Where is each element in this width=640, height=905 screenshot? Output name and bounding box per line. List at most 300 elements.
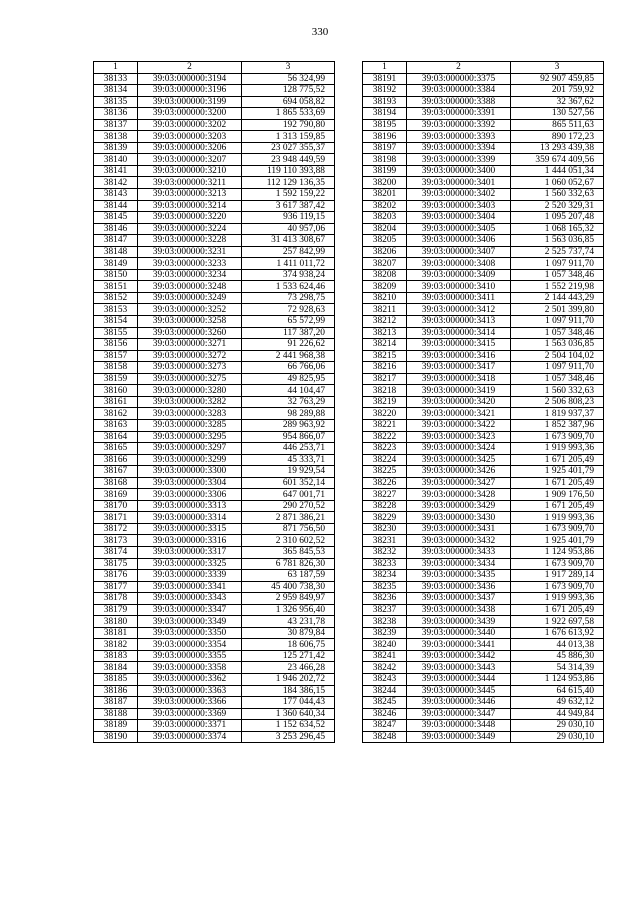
value-cell: 1 097 911,70	[511, 316, 604, 328]
cadastral-number-cell: 39:03:000000:3211	[138, 177, 242, 189]
value-cell: 1 671 205,49	[511, 500, 604, 512]
row-number-cell: 38234	[363, 570, 407, 582]
table-row	[363, 200, 604, 212]
row-number-cell: 38226	[363, 477, 407, 489]
value-cell: 1 925 401,79	[511, 535, 604, 547]
cadastral-number-cell: 39:03:000000:3420	[407, 396, 511, 408]
value-cell: 6 781 826,30	[242, 558, 335, 570]
table-row	[94, 269, 335, 281]
value-cell: 91 226,62	[242, 339, 335, 351]
table-row	[363, 639, 604, 651]
table-row	[94, 581, 335, 593]
row-number-cell: 38145	[94, 212, 138, 224]
table-row	[363, 212, 604, 224]
value-cell: 44 949,84	[511, 708, 604, 720]
row-number-cell: 38180	[94, 616, 138, 628]
row-number-cell: 38168	[94, 477, 138, 489]
right-table-body	[363, 73, 604, 743]
table-row	[363, 246, 604, 258]
row-number-cell: 38156	[94, 339, 138, 351]
cadastral-number-cell: 39:03:000000:3341	[138, 581, 242, 593]
header-col-3: 3	[242, 62, 335, 74]
table-row	[94, 316, 335, 328]
value-cell: 73 298,75	[242, 292, 335, 304]
row-number-cell: 38241	[363, 650, 407, 662]
value-cell: 3 253 296,45	[242, 731, 335, 743]
value-cell: 45 333,71	[242, 454, 335, 466]
table-row	[94, 685, 335, 697]
value-cell: 128 775,52	[242, 85, 335, 97]
row-number-cell: 38189	[94, 720, 138, 732]
row-number-cell: 38222	[363, 431, 407, 443]
table-row	[94, 385, 335, 397]
cadastral-number-cell: 39:03:000000:3362	[138, 673, 242, 685]
value-cell: 92 907 459,85	[511, 73, 604, 85]
row-number-cell: 38143	[94, 189, 138, 201]
row-number-cell: 38233	[363, 558, 407, 570]
row-number-cell: 38225	[363, 466, 407, 478]
value-cell: 2 441 968,38	[242, 350, 335, 362]
value-cell: 1 097 911,70	[511, 362, 604, 374]
table-row	[94, 639, 335, 651]
row-number-cell: 38217	[363, 373, 407, 385]
row-number-cell: 38169	[94, 489, 138, 501]
cadastral-number-cell: 39:03:000000:3441	[407, 639, 511, 651]
cadastral-number-cell: 39:03:000000:3339	[138, 570, 242, 582]
table-row	[94, 304, 335, 316]
row-number-cell: 38242	[363, 662, 407, 674]
table-row	[94, 142, 335, 154]
row-number-cell: 38141	[94, 165, 138, 177]
cadastral-number-cell: 39:03:000000:3354	[138, 639, 242, 651]
row-number-cell: 38231	[363, 535, 407, 547]
row-number-cell: 38204	[363, 223, 407, 235]
row-number-cell: 38193	[363, 96, 407, 108]
cadastral-number-cell: 39:03:000000:3272	[138, 350, 242, 362]
value-cell: 890 172,23	[511, 131, 604, 143]
row-number-cell: 38224	[363, 454, 407, 466]
row-number-cell: 38240	[363, 639, 407, 651]
table-row	[363, 731, 604, 743]
cadastral-number-cell: 39:03:000000:3446	[407, 697, 511, 709]
header-col-2: 2	[138, 62, 242, 74]
cadastral-number-cell: 39:03:000000:3280	[138, 385, 242, 397]
cadastral-number-cell: 39:03:000000:3445	[407, 685, 511, 697]
table-row	[94, 212, 335, 224]
row-number-cell: 38154	[94, 316, 138, 328]
table-row	[363, 443, 604, 455]
row-number-cell: 38150	[94, 269, 138, 281]
header-col-1: 1	[94, 62, 138, 74]
cadastral-number-cell: 39:03:000000:3449	[407, 731, 511, 743]
cadastral-number-cell: 39:03:000000:3443	[407, 662, 511, 674]
row-number-cell: 38158	[94, 362, 138, 374]
value-cell: 1 095 207,48	[511, 212, 604, 224]
row-number-cell: 38182	[94, 639, 138, 651]
table-row	[363, 396, 604, 408]
row-number-cell: 38215	[363, 350, 407, 362]
cadastral-number-cell: 39:03:000000:3415	[407, 339, 511, 351]
table-row	[363, 108, 604, 120]
table-row	[363, 720, 604, 732]
cadastral-number-cell: 39:03:000000:3343	[138, 593, 242, 605]
table-row	[363, 489, 604, 501]
row-number-cell: 38203	[363, 212, 407, 224]
right-table	[362, 61, 604, 743]
row-number-cell: 38167	[94, 466, 138, 478]
value-cell: 49 632,12	[511, 697, 604, 709]
value-cell: 1 865 533,69	[242, 108, 335, 120]
left-table	[93, 61, 335, 743]
value-cell: 2 525 737,74	[511, 246, 604, 258]
row-number-cell: 38172	[94, 523, 138, 535]
table-row	[363, 558, 604, 570]
table-row	[363, 454, 604, 466]
row-number-cell: 38197	[363, 142, 407, 154]
value-cell: 1 560 332,63	[511, 385, 604, 397]
table-row	[363, 697, 604, 709]
row-number-cell: 38170	[94, 500, 138, 512]
value-cell: 1 563 036,85	[511, 235, 604, 247]
cadastral-number-cell: 39:03:000000:3231	[138, 246, 242, 258]
value-cell: 289 963,92	[242, 419, 335, 431]
value-cell: 257 842,99	[242, 246, 335, 258]
table-row	[94, 616, 335, 628]
table-row	[363, 385, 604, 397]
value-cell: 2 520 329,31	[511, 200, 604, 212]
cadastral-number-cell: 39:03:000000:3438	[407, 604, 511, 616]
value-cell: 1 326 956,40	[242, 604, 335, 616]
left-table-body	[94, 73, 335, 743]
row-number-cell: 38149	[94, 258, 138, 270]
value-cell: 1 360 640,34	[242, 708, 335, 720]
row-number-cell: 38198	[363, 154, 407, 166]
row-number-cell: 38206	[363, 246, 407, 258]
row-number-cell: 38218	[363, 385, 407, 397]
row-number-cell: 38219	[363, 396, 407, 408]
row-number-cell: 38188	[94, 708, 138, 720]
header-col-1: 1	[363, 62, 407, 74]
row-number-cell: 38194	[363, 108, 407, 120]
cadastral-number-cell: 39:03:000000:3210	[138, 165, 242, 177]
row-number-cell: 38179	[94, 604, 138, 616]
table-row	[94, 512, 335, 524]
table-row	[94, 292, 335, 304]
cadastral-number-cell: 39:03:000000:3427	[407, 477, 511, 489]
cadastral-number-cell: 39:03:000000:3440	[407, 627, 511, 639]
value-cell: 1 124 953,86	[511, 673, 604, 685]
table-row	[363, 650, 604, 662]
value-cell: 112 129 136,35	[242, 177, 335, 189]
row-number-cell: 38244	[363, 685, 407, 697]
table-row	[94, 85, 335, 97]
value-cell: 130 527,56	[511, 108, 604, 120]
header-row	[363, 62, 604, 74]
cadastral-number-cell: 39:03:000000:3433	[407, 546, 511, 558]
row-number-cell: 38148	[94, 246, 138, 258]
table-row	[363, 119, 604, 131]
cadastral-number-cell: 39:03:000000:3448	[407, 720, 511, 732]
row-number-cell: 38208	[363, 269, 407, 281]
table-row	[363, 339, 604, 351]
value-cell: 3 617 387,42	[242, 200, 335, 212]
cadastral-number-cell: 39:03:000000:3350	[138, 627, 242, 639]
value-cell: 1 560 332,63	[511, 189, 604, 201]
table-row	[363, 523, 604, 535]
cadastral-number-cell: 39:03:000000:3202	[138, 119, 242, 131]
row-number-cell: 38196	[363, 131, 407, 143]
value-cell: 865 511,63	[511, 119, 604, 131]
row-number-cell: 38146	[94, 223, 138, 235]
table-row	[363, 431, 604, 443]
cadastral-number-cell: 39:03:000000:3347	[138, 604, 242, 616]
table-row	[363, 177, 604, 189]
table-row	[94, 650, 335, 662]
cadastral-number-cell: 39:03:000000:3213	[138, 189, 242, 201]
table-row	[94, 431, 335, 443]
cadastral-number-cell: 39:03:000000:3194	[138, 73, 242, 85]
table-row	[363, 281, 604, 293]
cadastral-number-cell: 39:03:000000:3425	[407, 454, 511, 466]
value-cell: 44 013,38	[511, 639, 604, 651]
table-row	[363, 189, 604, 201]
row-number-cell: 38191	[363, 73, 407, 85]
table-row	[94, 697, 335, 709]
row-number-cell: 38173	[94, 535, 138, 547]
cadastral-number-cell: 39:03:000000:3355	[138, 650, 242, 662]
cadastral-number-cell: 39:03:000000:3401	[407, 177, 511, 189]
value-cell: 1 313 159,85	[242, 131, 335, 143]
row-number-cell: 38183	[94, 650, 138, 662]
row-number-cell: 38186	[94, 685, 138, 697]
row-number-cell: 38138	[94, 131, 138, 143]
row-number-cell: 38140	[94, 154, 138, 166]
row-number-cell: 38235	[363, 581, 407, 593]
value-cell: 201 759,92	[511, 85, 604, 97]
table-row	[94, 362, 335, 374]
table-row	[363, 581, 604, 593]
table-row	[363, 316, 604, 328]
value-cell: 1 060 052,67	[511, 177, 604, 189]
value-cell: 13 293 439,38	[511, 142, 604, 154]
table-row	[94, 154, 335, 166]
table-row	[94, 604, 335, 616]
row-number-cell: 38165	[94, 443, 138, 455]
cadastral-number-cell: 39:03:000000:3439	[407, 616, 511, 628]
table-row	[363, 408, 604, 420]
table-row	[94, 189, 335, 201]
cadastral-number-cell: 39:03:000000:3413	[407, 316, 511, 328]
value-cell: 45 400 738,30	[242, 581, 335, 593]
value-cell: 177 044,43	[242, 697, 335, 709]
value-cell: 1 057 348,46	[511, 373, 604, 385]
row-number-cell: 38137	[94, 119, 138, 131]
cadastral-number-cell: 39:03:000000:3300	[138, 466, 242, 478]
value-cell: 19 929,54	[242, 466, 335, 478]
table-row	[363, 223, 604, 235]
cadastral-number-cell: 39:03:000000:3234	[138, 269, 242, 281]
row-number-cell: 38239	[363, 627, 407, 639]
table-row	[363, 685, 604, 697]
row-number-cell: 38246	[363, 708, 407, 720]
cadastral-number-cell: 39:03:000000:3430	[407, 512, 511, 524]
row-number-cell: 38178	[94, 593, 138, 605]
row-number-cell: 38187	[94, 697, 138, 709]
value-cell: 45 886,30	[511, 650, 604, 662]
table-row	[363, 373, 604, 385]
table-row	[363, 627, 604, 639]
row-number-cell: 38190	[94, 731, 138, 743]
cadastral-number-cell: 39:03:000000:3432	[407, 535, 511, 547]
table-row	[94, 466, 335, 478]
row-number-cell: 38209	[363, 281, 407, 293]
cadastral-number-cell: 39:03:000000:3363	[138, 685, 242, 697]
value-cell: 1 922 697,58	[511, 616, 604, 628]
row-number-cell: 38151	[94, 281, 138, 293]
row-number-cell: 38171	[94, 512, 138, 524]
table-row	[363, 304, 604, 316]
header-col-3: 3	[511, 62, 604, 74]
table-row	[363, 662, 604, 674]
cadastral-number-cell: 39:03:000000:3416	[407, 350, 511, 362]
row-number-cell: 38232	[363, 546, 407, 558]
value-cell: 1 671 205,49	[511, 454, 604, 466]
row-number-cell: 38212	[363, 316, 407, 328]
cadastral-number-cell: 39:03:000000:3436	[407, 581, 511, 593]
table-row	[94, 131, 335, 143]
value-cell: 1 068 165,32	[511, 223, 604, 235]
row-number-cell: 38238	[363, 616, 407, 628]
value-cell: 43 231,78	[242, 616, 335, 628]
table-row	[363, 154, 604, 166]
cadastral-number-cell: 39:03:000000:3408	[407, 258, 511, 270]
table-row	[94, 489, 335, 501]
value-cell: 1 592 159,22	[242, 189, 335, 201]
value-cell: 1 552 219,98	[511, 281, 604, 293]
table-row	[94, 119, 335, 131]
cadastral-number-cell: 39:03:000000:3402	[407, 189, 511, 201]
cadastral-number-cell: 39:03:000000:3442	[407, 650, 511, 662]
cadastral-number-cell: 39:03:000000:3252	[138, 304, 242, 316]
table-row	[94, 165, 335, 177]
cadastral-number-cell: 39:03:000000:3273	[138, 362, 242, 374]
table-row	[363, 350, 604, 362]
table-row	[363, 131, 604, 143]
row-number-cell: 38175	[94, 558, 138, 570]
row-number-cell: 38164	[94, 431, 138, 443]
row-number-cell: 38199	[363, 165, 407, 177]
row-number-cell: 38155	[94, 327, 138, 339]
value-cell: 1 124 953,86	[511, 546, 604, 558]
page-number: 330	[311, 26, 329, 38]
cadastral-number-cell: 39:03:000000:3199	[138, 96, 242, 108]
value-cell: 29 030,10	[511, 720, 604, 732]
table-row	[363, 258, 604, 270]
cadastral-number-cell: 39:03:000000:3228	[138, 235, 242, 247]
table-row	[94, 408, 335, 420]
cadastral-number-cell: 39:03:000000:3429	[407, 500, 511, 512]
table-row	[363, 269, 604, 281]
cadastral-number-cell: 39:03:000000:3392	[407, 119, 511, 131]
cadastral-number-cell: 39:03:000000:3405	[407, 223, 511, 235]
value-cell: 56 324,99	[242, 73, 335, 85]
cadastral-number-cell: 39:03:000000:3434	[407, 558, 511, 570]
value-cell: 1 919 993,36	[511, 443, 604, 455]
value-cell: 117 387,20	[242, 327, 335, 339]
cadastral-number-cell: 39:03:000000:3295	[138, 431, 242, 443]
value-cell: 1 673 909,70	[511, 581, 604, 593]
cadastral-number-cell: 39:03:000000:3375	[407, 73, 511, 85]
cadastral-number-cell: 39:03:000000:3423	[407, 431, 511, 443]
cadastral-number-cell: 39:03:000000:3304	[138, 477, 242, 489]
cadastral-number-cell: 39:03:000000:3393	[407, 131, 511, 143]
row-number-cell: 38162	[94, 408, 138, 420]
cadastral-number-cell: 39:03:000000:3422	[407, 419, 511, 431]
cadastral-number-cell: 39:03:000000:3325	[138, 558, 242, 570]
table-row	[94, 281, 335, 293]
table-row	[363, 673, 604, 685]
row-number-cell: 38163	[94, 419, 138, 431]
value-cell: 1 671 205,49	[511, 477, 604, 489]
cadastral-number-cell: 39:03:000000:3404	[407, 212, 511, 224]
row-number-cell: 38228	[363, 500, 407, 512]
value-cell: 44 104,47	[242, 385, 335, 397]
value-cell: 936 119,15	[242, 212, 335, 224]
table-row	[94, 500, 335, 512]
cadastral-number-cell: 39:03:000000:3306	[138, 489, 242, 501]
row-number-cell: 38243	[363, 673, 407, 685]
cadastral-number-cell: 39:03:000000:3260	[138, 327, 242, 339]
value-cell: 1 909 176,50	[511, 489, 604, 501]
value-cell: 23 027 355,37	[242, 142, 335, 154]
table-row	[94, 339, 335, 351]
table-row	[363, 477, 604, 489]
value-cell: 49 825,95	[242, 373, 335, 385]
value-cell: 290 270,52	[242, 500, 335, 512]
cadastral-number-cell: 39:03:000000:3316	[138, 535, 242, 547]
value-cell: 18 606,75	[242, 639, 335, 651]
row-number-cell: 38248	[363, 731, 407, 743]
table-row	[363, 85, 604, 97]
table-row	[94, 662, 335, 674]
table-row	[363, 292, 604, 304]
cadastral-number-cell: 39:03:000000:3394	[407, 142, 511, 154]
cadastral-number-cell: 39:03:000000:3384	[407, 85, 511, 97]
table-row	[94, 454, 335, 466]
value-cell: 1 919 993,36	[511, 593, 604, 605]
table-row	[363, 419, 604, 431]
row-number-cell: 38213	[363, 327, 407, 339]
cadastral-number-cell: 39:03:000000:3406	[407, 235, 511, 247]
table-row	[94, 419, 335, 431]
row-number-cell: 38227	[363, 489, 407, 501]
table-row	[363, 327, 604, 339]
table-row	[94, 223, 335, 235]
value-cell: 1 819 937,37	[511, 408, 604, 420]
cadastral-number-cell: 39:03:000000:3249	[138, 292, 242, 304]
cadastral-number-cell: 39:03:000000:3374	[138, 731, 242, 743]
value-cell: 184 386,15	[242, 685, 335, 697]
value-cell: 54 314,39	[511, 662, 604, 674]
row-number-cell: 38184	[94, 662, 138, 674]
cadastral-number-cell: 39:03:000000:3315	[138, 523, 242, 535]
table-row	[363, 500, 604, 512]
row-number-cell: 38192	[363, 85, 407, 97]
table-row	[94, 96, 335, 108]
row-number-cell: 38216	[363, 362, 407, 374]
cadastral-number-cell: 39:03:000000:3418	[407, 373, 511, 385]
row-number-cell: 38159	[94, 373, 138, 385]
